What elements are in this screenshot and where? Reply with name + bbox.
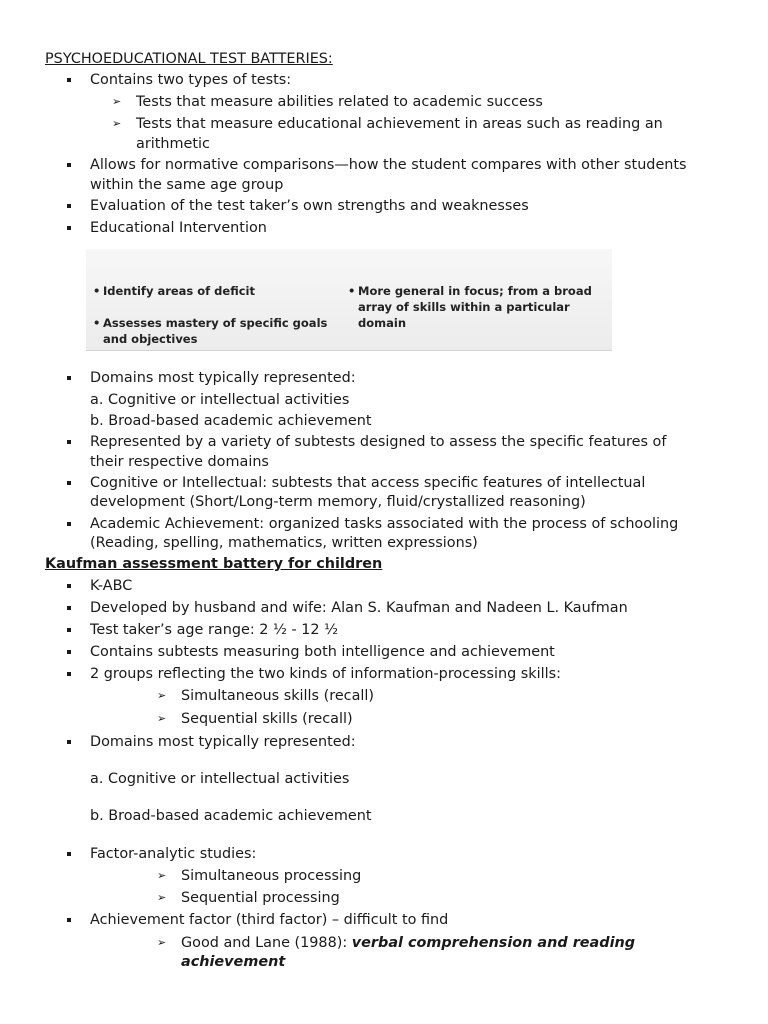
bullet-types: Contains two types of tests: [90, 72, 292, 88]
domain-cognitive-2: a. Cognitive or intellectual activities [90, 771, 350, 787]
sub-bullet-abilities [112, 92, 543, 112]
bullet-domains: Domains most typically represented: [90, 370, 356, 386]
bullet-academic: Academic Achievement: organized tasks associated with the process of schooling [90, 516, 679, 532]
bullet-evaluation: Evaluation of the test taker’s own strengths and weaknesses [90, 198, 529, 214]
sub-bullet-good-lane [157, 933, 636, 953]
bullet-developed: Developed by husband and wife: Alan S. Kaufman and Nadeen L. Kaufman [90, 600, 628, 616]
bullet-academic-continued: (Reading, spelling, mathematics, written expressions) [90, 535, 478, 551]
intervention-figure [86, 249, 612, 351]
sub-bullet-simultaneous-skills [157, 686, 375, 706]
bullet-represented: Represented by a variety of subtests designed to assess the specific features of [90, 434, 667, 450]
section-heading-kaufman: Kaufman assessment battery for children [45, 556, 383, 572]
domain-academic: b. Broad-based academic achievement [90, 413, 372, 429]
good-lane-citation: Good and Lane (1988): [181, 935, 352, 951]
domain-academic-2: b. Broad-based academic achievement [90, 808, 372, 824]
sub-bullet-text: Tests that measure educational achievement in areas such as reading an [136, 116, 663, 132]
bullet-intervention: Educational Intervention [90, 220, 267, 236]
figure-item-assesses-mastery: • Assesses mastery of specific goals and objectives [103, 315, 333, 347]
bullet-normative: Allows for normative comparisons—how the student compares with other students [90, 157, 687, 173]
bullet-kabc: K-ABC [90, 578, 133, 594]
arrow-bullet-icon: ➢ [157, 869, 167, 882]
sub-bullet-sequential-processing [157, 888, 340, 908]
bullet-domains-2: Domains most typically represented: [90, 734, 356, 750]
sub-bullet-text: Tests that measure abilities related to academic success [136, 94, 543, 110]
bullet-cognitive: Cognitive or Intellectual: subtests that access specific features of intellectual [90, 475, 646, 491]
bullet-achievement-factor: Achievement factor (third factor) – difficult to find [90, 912, 449, 928]
bullet-factor-analytic: Factor-analytic studies: [90, 846, 257, 862]
arrow-bullet-icon: ➢ [157, 712, 167, 725]
bullet-normative-continued: within the same age group [90, 177, 284, 193]
arrow-bullet-icon: ➢ [112, 95, 122, 108]
arrow-bullet-icon: ➢ [157, 936, 167, 949]
bullet-groups: 2 groups reflecting the two kinds of information-processing skills: [90, 666, 561, 682]
sub-bullet-simultaneous-processing [157, 866, 362, 886]
arrow-bullet-icon: ➢ [157, 891, 167, 904]
good-lane-finding: verbal comprehension and reading [351, 935, 636, 951]
bullet-represented-continued: their respective domains [90, 454, 269, 470]
sub-bullet-text: Simultaneous skills (recall) [181, 688, 375, 704]
good-lane-finding-continued: achievement [181, 954, 286, 970]
figure-item-identify-deficit: • Identify areas of deficit [103, 283, 333, 299]
section-heading-psychoeducational: PSYCHOEDUCATIONAL TEST BATTERIES: [45, 51, 333, 67]
sub-bullet-text: Sequential skills (recall) [181, 711, 353, 727]
bullet-age-range: Test taker’s age range: 2 ½ - 12 ½ [90, 622, 339, 638]
sub-bullet-achievement [112, 114, 663, 134]
arrow-bullet-icon: ➢ [157, 689, 167, 702]
bullet-cognitive-continued: development (Short/Long-term memory, fluid/crystallized reasoning) [90, 494, 586, 510]
figure-item-general-focus: • More general in focus; from a broad array of skills within a particular domain [358, 283, 608, 331]
sub-bullet-sequential-skills [157, 709, 353, 729]
bullet-contains: Contains subtests measuring both intelligence and achievement [90, 644, 555, 660]
domain-cognitive: a. Cognitive or intellectual activities [90, 392, 350, 408]
sub-bullet-achievement-continued: arithmetic [136, 136, 210, 152]
sub-bullet-text: Sequential processing [181, 890, 340, 906]
arrow-bullet-icon: ➢ [112, 117, 122, 130]
sub-bullet-text: Simultaneous processing [181, 868, 362, 884]
